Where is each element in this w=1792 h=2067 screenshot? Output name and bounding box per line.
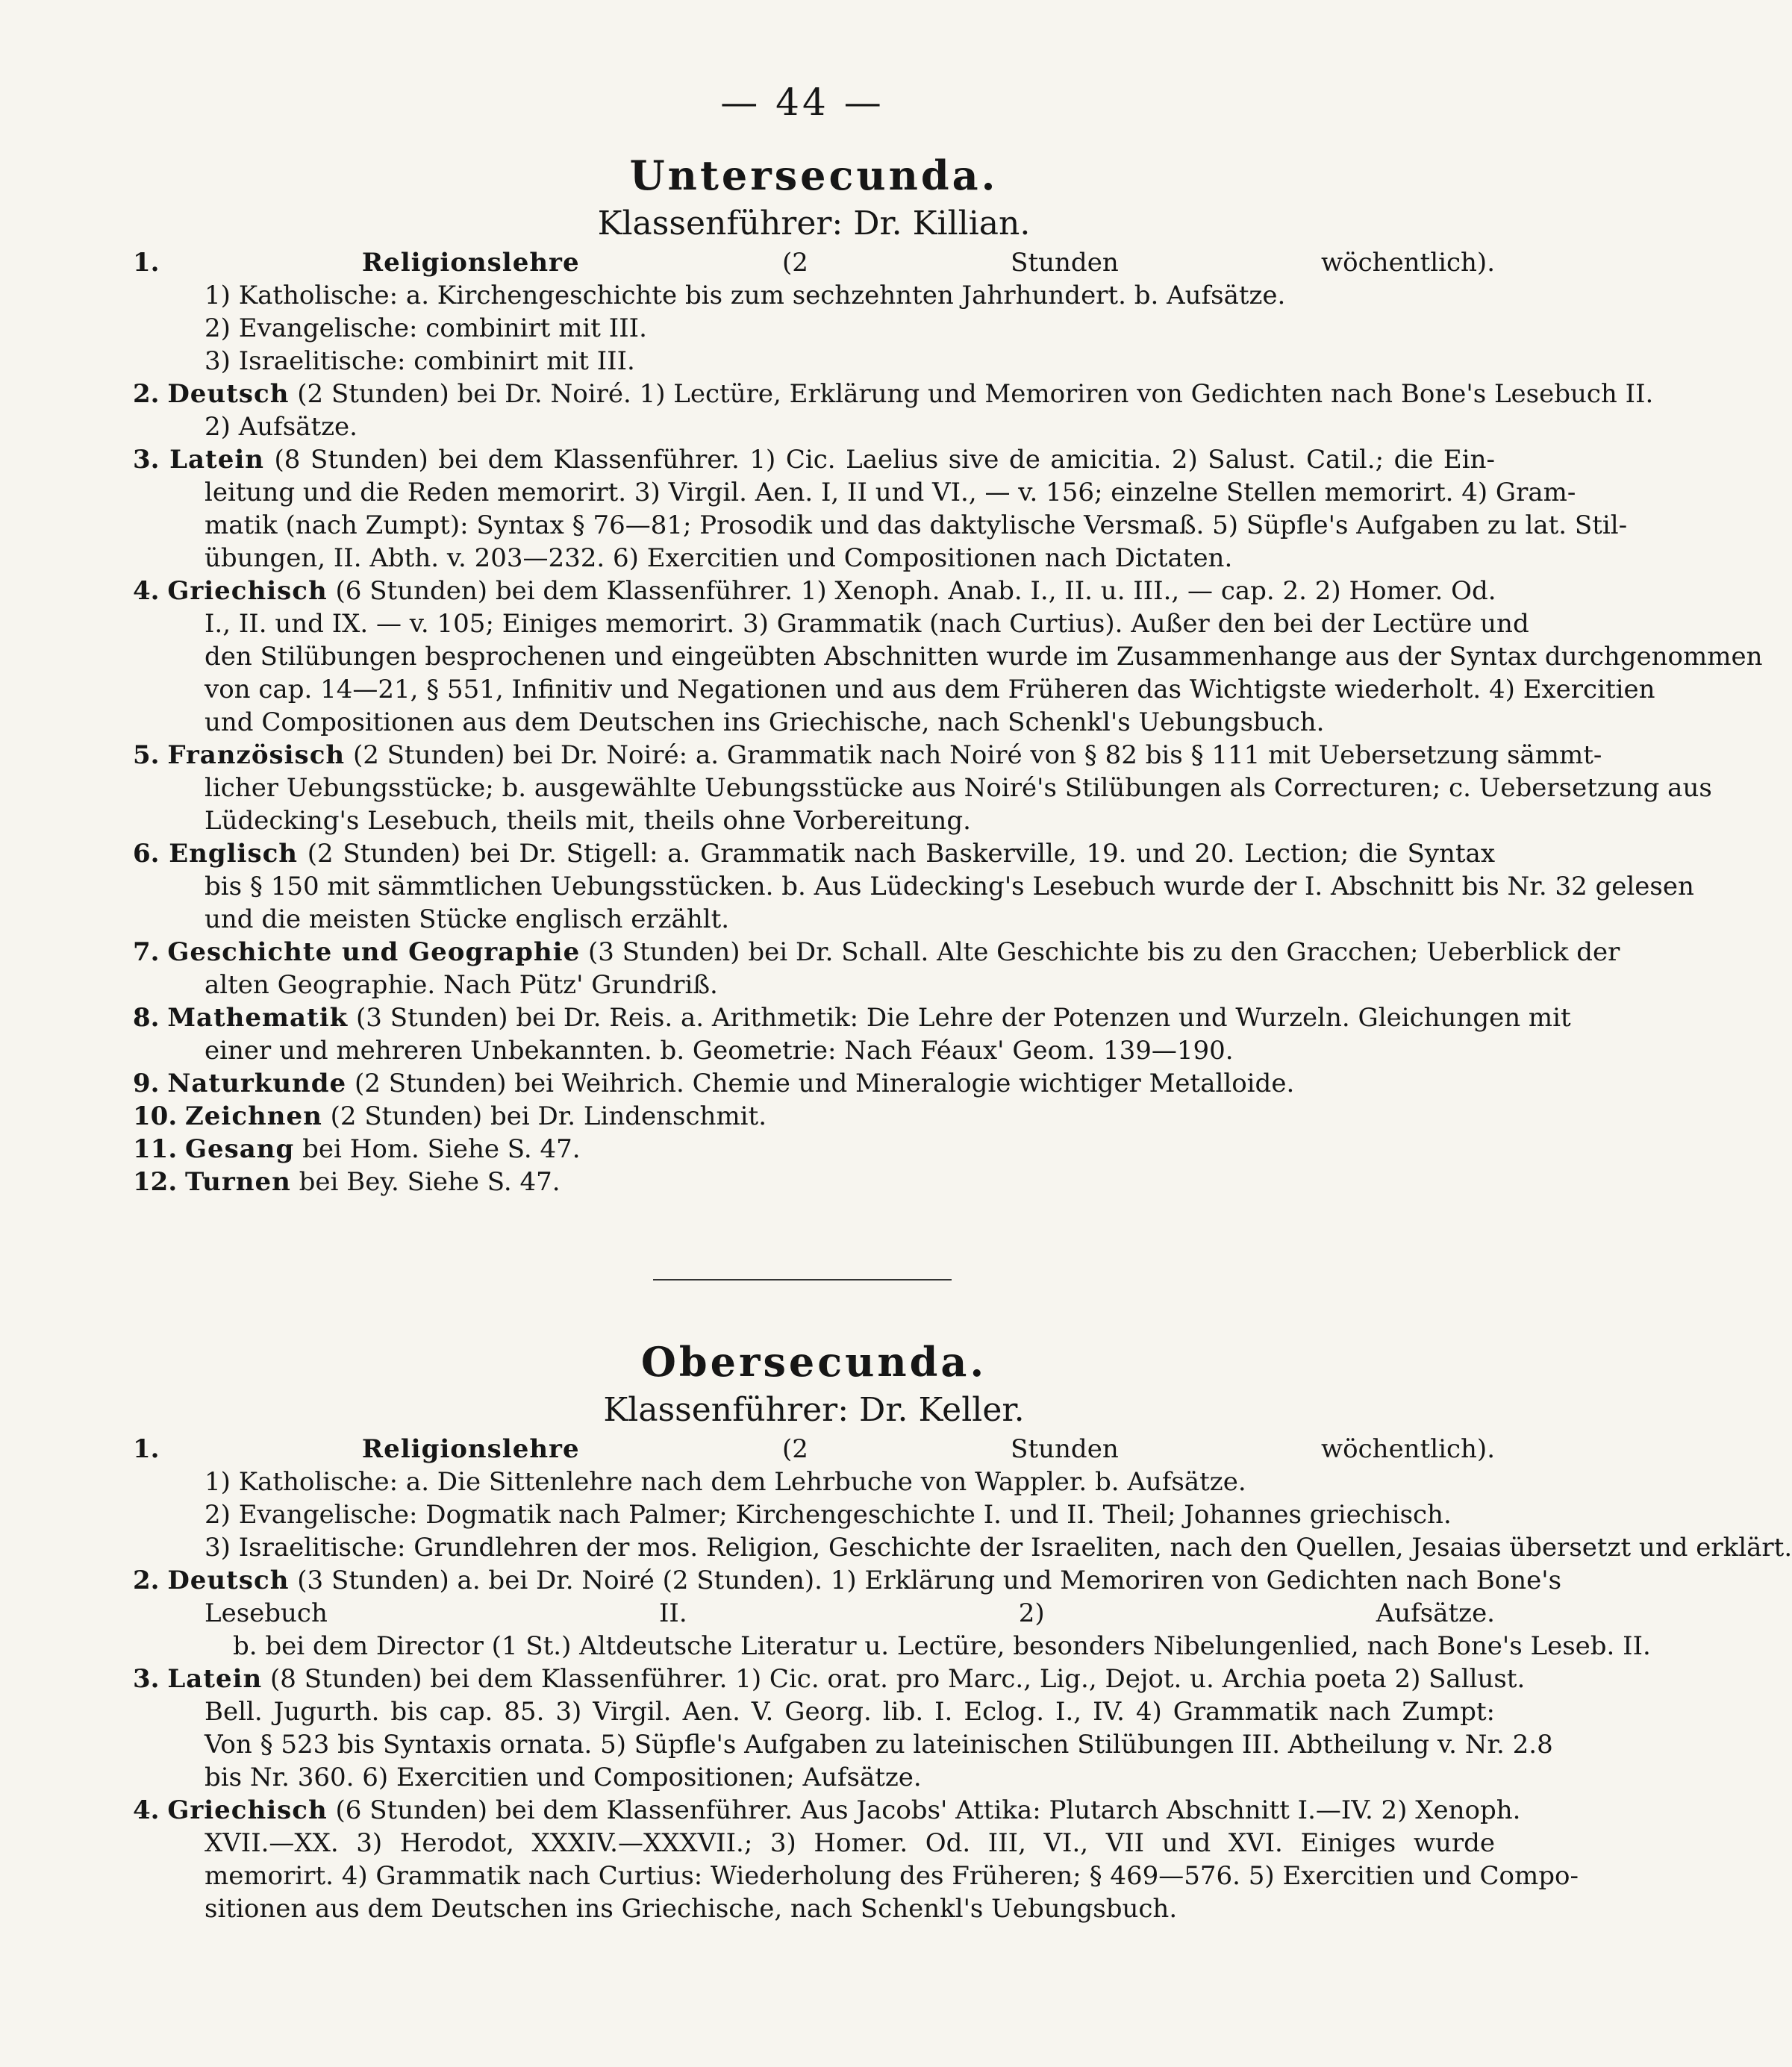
- subject-entry-line: [133, 936, 1620, 969]
- subject-entry-line: [133, 378, 1654, 410]
- subject-name: Latein: [169, 445, 264, 475]
- line-text: matik (nach Zumpt): Syntax § 76—81; Prosodik und das daktylische Versmaß. 5) Süpfle's Aufgaben zu lat. Stil-: [205, 510, 1628, 540]
- subject-name: Naturkunde: [167, 1069, 347, 1098]
- subject-name: Turnen: [184, 1167, 291, 1197]
- subject-name: Latein: [167, 1664, 263, 1694]
- text-line: [133, 1466, 1495, 1498]
- line-text: 2) Aufsätze.: [205, 412, 358, 442]
- section-title: Obersecunda.: [640, 1338, 987, 1386]
- line-text: (2 Stunden) bei Dr. Lindenschmit.: [330, 1101, 767, 1131]
- item-number: 4.: [133, 1795, 160, 1825]
- line-text: XVII.—XX. 3) Herodot, XXXIV.—XXXVII.; 3) Homer. Od. III, VI., VII und XVI. Einiges wurde: [205, 1828, 1495, 1858]
- text-line: [133, 1892, 1495, 1925]
- item-number: 6.: [133, 839, 160, 869]
- item-number: 4.: [133, 576, 160, 606]
- text-line: [133, 804, 1495, 837]
- line-text: bis § 150 mit sämmtlichen Uebungsstücken. b. Aus Lüdecking's Lesebuch wurde der I. Abschnitt bis Nr. 32 gelesen: [205, 872, 1694, 901]
- line-text: (3 Stunden) bei Dr. Schall. Alte Geschichte bis zu den Gracchen; Ueberblick der: [588, 937, 1620, 967]
- line-text: einer und mehreren Unbekannten. b. Geometrie: Nach Féaux' Geom. 139—190.: [205, 1036, 1234, 1066]
- line-text: (8 Stunden) bei dem Klassenführer. 1) Cic. Laelius sive de amicitia. 2) Salust. Catil.; die Ein-: [274, 445, 1496, 475]
- line-text: 2) Evangelische: combinirt mit III.: [205, 313, 647, 343]
- subject-entry-line: [133, 1100, 1495, 1133]
- line-text: (2 Stunden) bei Dr. Stigell: a. Grammatik nach Baskerville, 19. und 20. Lection; die Syntax: [307, 839, 1495, 869]
- text-line: [133, 1531, 1792, 1564]
- line-text: Von § 523 bis Syntaxis ornata. 5) Süpfle's Aufgaben zu lateinischen Stilübungen III. Abtheilung v. Nr. 2.8: [205, 1730, 1553, 1760]
- item-number: 1.: [133, 1434, 160, 1464]
- subject-name: Griechisch: [167, 576, 328, 606]
- subject-entry-line: [133, 837, 1495, 870]
- text-line: [133, 1630, 1651, 1663]
- line-text: bis Nr. 360. 6) Exercitien und Compositionen; Aufsätze.: [205, 1763, 922, 1792]
- item-number: 3.: [133, 1664, 160, 1694]
- text-line: [133, 903, 1495, 936]
- line-text: übungen, II. Abth. v. 203—232. 6) Exercitien und Compositionen nach Dictaten.: [205, 543, 1233, 573]
- line-text: (8 Stunden) bei dem Klassenführer. 1) Cic. orat. pro Marc., Lig., Dejot. u. Archia poeta 2) Sallust.: [270, 1664, 1526, 1694]
- text-line: [133, 476, 1576, 509]
- item-number: 11.: [133, 1134, 178, 1164]
- item-number: 5.: [133, 740, 160, 770]
- line-text: (2 Stunden) bei Dr. Noiré. 1) Lectüre, Erklärung und Memoriren von Gedichten nach Bone's Lesebuch II.: [297, 379, 1654, 409]
- subject-name: Mathematik: [167, 1003, 349, 1033]
- text-line: [133, 509, 1628, 542]
- section-divider: [653, 1279, 952, 1280]
- item-number: 8.: [133, 1003, 160, 1033]
- subject-entry-line: [133, 1166, 1495, 1198]
- item-number: 2.: [133, 379, 160, 409]
- subject-list: [133, 246, 1763, 1198]
- line-text: licher Uebungsstücke; b. ausgewählte Uebungsstücke aus Noiré's Stilübungen als Correcturen; c. Uebersetzung aus: [205, 773, 1712, 803]
- line-text: 2) Evangelische: Dogmatik nach Palmer; Kirchengeschichte I. und II. Theil; Johannes griechisch.: [205, 1500, 1452, 1530]
- subject-entry-line: [133, 246, 1495, 279]
- line-text: (3 Stunden) bei Dr. Reis. a. Arithmetik: Die Lehre der Potenzen und Wurzeln. Gleichungen mit: [356, 1003, 1571, 1033]
- line-text: (6 Stunden) bei dem Klassenführer. 1) Xenoph. Anab. I., II. u. III., — cap. 2. 2) Homer. Od.: [335, 576, 1496, 606]
- subject-entry-line: [133, 1564, 1562, 1597]
- line-text: bei Hom. Siehe S. 47.: [302, 1134, 581, 1164]
- subject-entry-line: [133, 575, 1495, 607]
- line-text: Lesebuch II. 2) Aufsätze.: [205, 1598, 1495, 1628]
- text-line: [133, 1597, 1495, 1630]
- klassenfuehrer: Klassenführer: Dr. Killian.: [597, 204, 1031, 243]
- text-line: [133, 1827, 1495, 1860]
- line-text: und die meisten Stücke englisch erzählt.: [205, 904, 730, 934]
- subject-name: Deutsch: [167, 379, 290, 409]
- subject-name: Geschichte und Geographie: [167, 937, 581, 967]
- line-text: memorirt. 4) Grammatik nach Curtius: Wiederholung des Früheren; § 469—576. 5) Exercitien und Compo-: [205, 1861, 1579, 1891]
- section-title: Untersecunda.: [629, 151, 999, 199]
- subject-name: Griechisch: [167, 1795, 328, 1825]
- subject-entry-line: [133, 1663, 1526, 1695]
- line-text: 1) Katholische: a. Kirchengeschichte bis zum sechzehnten Jahrhundert. b. Aufsätze.: [205, 281, 1286, 310]
- text-line: [133, 1728, 1553, 1761]
- line-text: (6 Stunden) bei dem Klassenführer. Aus Jacobs' Attika: Plutarch Abschnitt I.—IV. 2) Xenoph.: [335, 1795, 1521, 1825]
- line-text: (3 Stunden) a. bei Dr. Noiré (2 Stunden). 1) Erklärung und Memoriren von Gedichten nach Bone's: [297, 1566, 1562, 1595]
- text-line: [133, 1860, 1579, 1892]
- subject-entry-line: [133, 739, 1602, 772]
- item-number: 3.: [133, 445, 160, 475]
- text-line: [133, 607, 1529, 640]
- subject-entry-line: [133, 1794, 1521, 1827]
- line-text: b. bei dem Director (1 St.) Altdeutsche Literatur u. Lectüre, besonders Nibelungenlied, nach Bone's Leseb. II.: [233, 1631, 1651, 1661]
- line-text: 3) Israelitische: Grundlehren der mos. Religion, Geschichte der Israeliten, nach den Quellen, Jesaias übersetzt und erklärt.: [205, 1533, 1792, 1563]
- page-number: — 44 —: [720, 81, 884, 124]
- line-text: Lüdecking's Lesebuch, theils mit, theils ohne Vorbereitung.: [205, 806, 971, 836]
- text-line: [133, 969, 1495, 1001]
- text-line: [133, 1695, 1495, 1728]
- section-obersecunda: [133, 1336, 1792, 1925]
- line-text: Bell. Jugurth. bis cap. 85. 3) Virgil. Aen. V. Georg. lib. I. Eclog. I., IV. 4) Grammatik nach Zumpt:: [205, 1697, 1495, 1727]
- text-line: [133, 870, 1694, 903]
- item-number: 1.: [133, 248, 160, 278]
- line-text: (2 Stunden) bei Weihrich. Chemie und Mineralogie wichtiger Metalloide.: [354, 1069, 1295, 1098]
- text-line: [133, 279, 1495, 312]
- subject-name: Religionslehre: [361, 1434, 580, 1464]
- item-number: 9.: [133, 1069, 160, 1098]
- subject-name: Französisch: [167, 740, 346, 770]
- subject-entry-line: [133, 1133, 1495, 1166]
- text-line: [133, 312, 1495, 345]
- line-text: 1) Katholische: a. Die Sittenlehre nach dem Lehrbuche von Wappler. b. Aufsätze.: [205, 1467, 1246, 1497]
- subject-name: Zeichnen: [184, 1101, 322, 1131]
- line-text: alten Geographie. Nach Pütz' Grundriß.: [205, 970, 718, 1000]
- text-line: [133, 1498, 1495, 1531]
- klassenfuehrer: Klassenführer: Dr. Keller.: [603, 1391, 1025, 1429]
- line-text: und Compositionen aus dem Deutschen ins Griechische, nach Schenkl's Uebungsbuch.: [205, 707, 1325, 737]
- text-line: [133, 1034, 1495, 1067]
- text-line: [133, 1761, 1495, 1794]
- subject-entry-line: [133, 1433, 1495, 1466]
- text-line: [133, 772, 1712, 804]
- line-text: (2 Stunden wöchentlich).: [781, 248, 1496, 278]
- subject-name: Deutsch: [167, 1566, 290, 1595]
- text-line: [133, 410, 1495, 443]
- line-text: (2 Stunden wöchentlich).: [781, 1434, 1496, 1464]
- line-text: sitionen aus dem Deutschen ins Griechische, nach Schenkl's Uebungsbuch.: [205, 1894, 1178, 1924]
- text-line: [133, 673, 1655, 706]
- item-number: 10.: [133, 1101, 178, 1131]
- item-number: 2.: [133, 1566, 160, 1595]
- item-number: 12.: [133, 1167, 178, 1197]
- subject-entry-line: [133, 443, 1495, 476]
- line-text: den Stilübungen besprochenen und eingeübten Abschnitten wurde im Zusammenhange aus der Syntax durchgenommen: [205, 642, 1763, 672]
- subject-list: [133, 1433, 1792, 1925]
- subject-name: Englisch: [169, 839, 299, 869]
- line-text: bei Bey. Siehe S. 47.: [299, 1167, 561, 1197]
- text-line: [133, 640, 1763, 673]
- section-untersecunda: [133, 149, 1763, 1198]
- subject-name: Religionslehre: [361, 248, 580, 278]
- subject-entry-line: [133, 1001, 1571, 1034]
- text-line: [133, 542, 1495, 575]
- line-text: von cap. 14—21, § 551, Infinitiv und Negationen und aus dem Früheren das Wichtigste wiederholt. 4) Exercitien: [205, 675, 1655, 704]
- line-text: I., II. und IX. — v. 105; Einiges memorirt. 3) Grammatik (nach Curtius). Außer den bei der Lectüre und: [205, 609, 1529, 639]
- text-line: [133, 345, 1495, 378]
- line-text: (2 Stunden) bei Dr. Noiré: a. Grammatik nach Noiré von § 82 bis § 111 mit Uebersetzung sämmt-: [352, 740, 1602, 770]
- item-number: 7.: [133, 937, 160, 967]
- text-line: [133, 706, 1495, 739]
- line-text: leitung und die Reden memorirt. 3) Virgil. Aen. I, II und VI., — v. 156; einzelne Stellen memorirt. 4) Gram-: [205, 478, 1576, 507]
- line-text: 3) Israelitische: combinirt mit III.: [205, 346, 635, 376]
- subject-name: Gesang: [184, 1134, 295, 1164]
- subject-entry-line: [133, 1067, 1495, 1100]
